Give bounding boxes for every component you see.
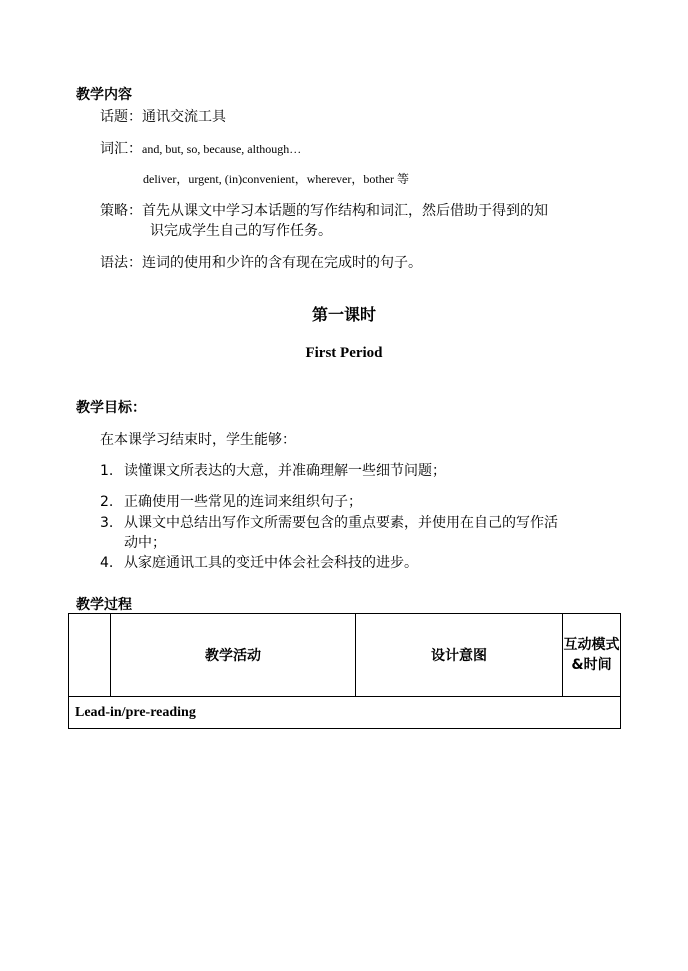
objective-number: 1. bbox=[100, 463, 114, 479]
objective-text: 从家庭通讯工具的变迁中体会社会科技的进步。 bbox=[124, 555, 418, 571]
objective-item bbox=[100, 512, 558, 532]
objective-text: 读懂课文所表达的大意，并准确理解一些细节问题； bbox=[124, 463, 446, 479]
table-row bbox=[69, 697, 621, 729]
objective-text: 正确使用一些常见的连词来组织句子； bbox=[124, 494, 362, 510]
vocab-words: and, but, so, because, although… bbox=[142, 142, 302, 156]
vocab-line-2: deliver，urgent, (in)convenient，wherever，bother 等 bbox=[143, 172, 410, 186]
table-header-row bbox=[69, 614, 621, 697]
objectives-heading: 教学目标： bbox=[76, 400, 146, 416]
topic-line: 话题：通讯交流工具 bbox=[100, 109, 226, 125]
objective-number: 4. bbox=[100, 555, 114, 571]
header-activity: 教学活动 bbox=[111, 614, 356, 697]
objective-item bbox=[100, 460, 446, 480]
stage-label: Lead-in/pre-reading bbox=[69, 697, 621, 729]
strategy-line-2: 识完成学生自己的写作任务。 bbox=[150, 223, 332, 239]
strategy-line-1: 策略：首先从课文中学习本话题的写作结构和词汇，然后借助于得到的知 bbox=[100, 203, 548, 219]
objective-item bbox=[100, 552, 418, 572]
objective-text-continued: 动中； bbox=[124, 535, 166, 551]
objective-number: 2. bbox=[100, 494, 114, 510]
lesson-title: 第一课时 bbox=[311, 305, 376, 324]
vocab-label: 词汇： bbox=[100, 141, 142, 157]
header-design-intent: 设计意图 bbox=[356, 614, 563, 697]
objectives-intro: 在本课学习结束时，学生能够： bbox=[100, 432, 296, 448]
objective-item bbox=[100, 491, 362, 511]
header-interaction-time: 互动模式&时间 bbox=[563, 614, 621, 697]
lesson-title-en: First Period bbox=[305, 345, 383, 361]
vocab-line-1 bbox=[100, 138, 301, 158]
process-table bbox=[68, 613, 621, 729]
content-heading: 教学内容 bbox=[76, 87, 132, 103]
process-heading: 教学过程 bbox=[76, 597, 132, 613]
objective-number: 3. bbox=[100, 515, 114, 531]
header-blank-cell bbox=[69, 614, 111, 697]
grammar-line: 语法：连词的使用和少许的含有现在完成时的句子。 bbox=[100, 255, 422, 271]
objective-text: 从课文中总结出写作文所需要包含的重点要素，并使用在自己的写作活 bbox=[124, 515, 558, 531]
